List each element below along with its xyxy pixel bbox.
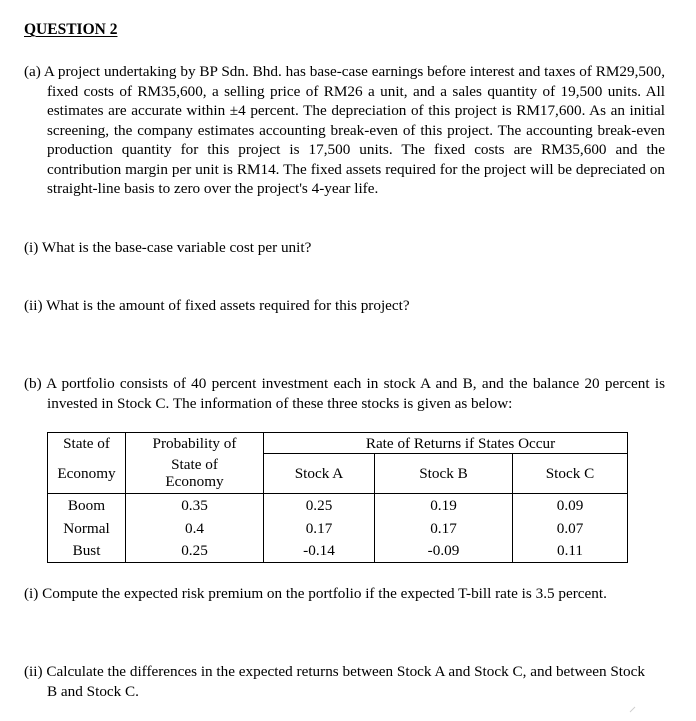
- cell-stock-b: 0.19: [375, 494, 513, 518]
- header-prob-line2: State of: [171, 456, 218, 474]
- part-a-question-i: (i) What is the base-case variable cost per unit?: [24, 239, 312, 256]
- part-b-question-ii: (ii) Calculate the differences in the expected returns between Stock A and Stock C, and between Stock B and Stock C.: [24, 663, 645, 700]
- cell-stock-a: 0.25: [264, 494, 375, 518]
- cell-stock-b: -0.09: [375, 540, 513, 563]
- part-a-question-ii: (ii) What is the amount of fixed assets required for this project?: [24, 297, 410, 314]
- table-row: [48, 494, 628, 518]
- stray-mark-icon: [629, 705, 637, 713]
- part-b-question-i: (i) Compute the expected risk premium on the portfolio if the expected T-bill rate is 3.5 percent.: [24, 585, 607, 602]
- part-a-paragraph: (a) A project undertaking by BP Sdn. Bhd. has base-case earnings before interest and taxes of RM29,500, fixed costs of RM35,600, a selling price of RM26 a unit, and a sales quantity of 19,500 units. All estimates are accurate within ±4 percent. The depreciation of this project is RM17,600. As an initial screening, the company estimates accounting break-even of this project. The accounting break-even production quantity for this project is 17,500 units. The fixed costs are RM35,600 and the contribution margin per unit is RM14. The fixed assets required for the project will be depreciated on straight-line basis to zero over the project's 4-year life.: [24, 63, 665, 197]
- cell-prob: 0.4: [126, 518, 264, 540]
- header-state-line2: Economy: [48, 454, 126, 494]
- cell-state: Boom: [48, 494, 126, 518]
- cell-prob: 0.25: [126, 540, 264, 563]
- cell-stock-c: 0.11: [513, 540, 628, 563]
- cell-stock-a: -0.14: [264, 540, 375, 563]
- header-rate-of-returns: Rate of Returns if States Occur: [264, 433, 628, 454]
- cell-state: Bust: [48, 540, 126, 563]
- header-stock-c: Stock C: [513, 454, 628, 494]
- header-prob-line3: Economy: [165, 473, 224, 491]
- cell-stock-b: 0.17: [375, 518, 513, 540]
- header-prob-lines: [126, 454, 264, 494]
- header-prob-line1: Probability of: [126, 433, 264, 454]
- cell-stock-c: 0.09: [513, 494, 628, 518]
- header-stock-b: Stock B: [375, 454, 513, 494]
- header-stock-a: Stock A: [264, 454, 375, 494]
- table-row: [48, 540, 628, 563]
- page-title: QUESTION 2: [24, 21, 118, 38]
- cell-stock-c: 0.07: [513, 518, 628, 540]
- header-state-line1: State of: [48, 433, 126, 454]
- cell-state: Normal: [48, 518, 126, 540]
- returns-table: [47, 432, 628, 563]
- table-row: [48, 518, 628, 540]
- part-b-paragraph: (b) A portfolio consists of 40 percent investment each in stock A and B, and the balance 20 percent is invested in Stock C. The information of these three stocks is given as below:: [24, 375, 665, 412]
- cell-prob: 0.35: [126, 494, 264, 518]
- cell-stock-a: 0.17: [264, 518, 375, 540]
